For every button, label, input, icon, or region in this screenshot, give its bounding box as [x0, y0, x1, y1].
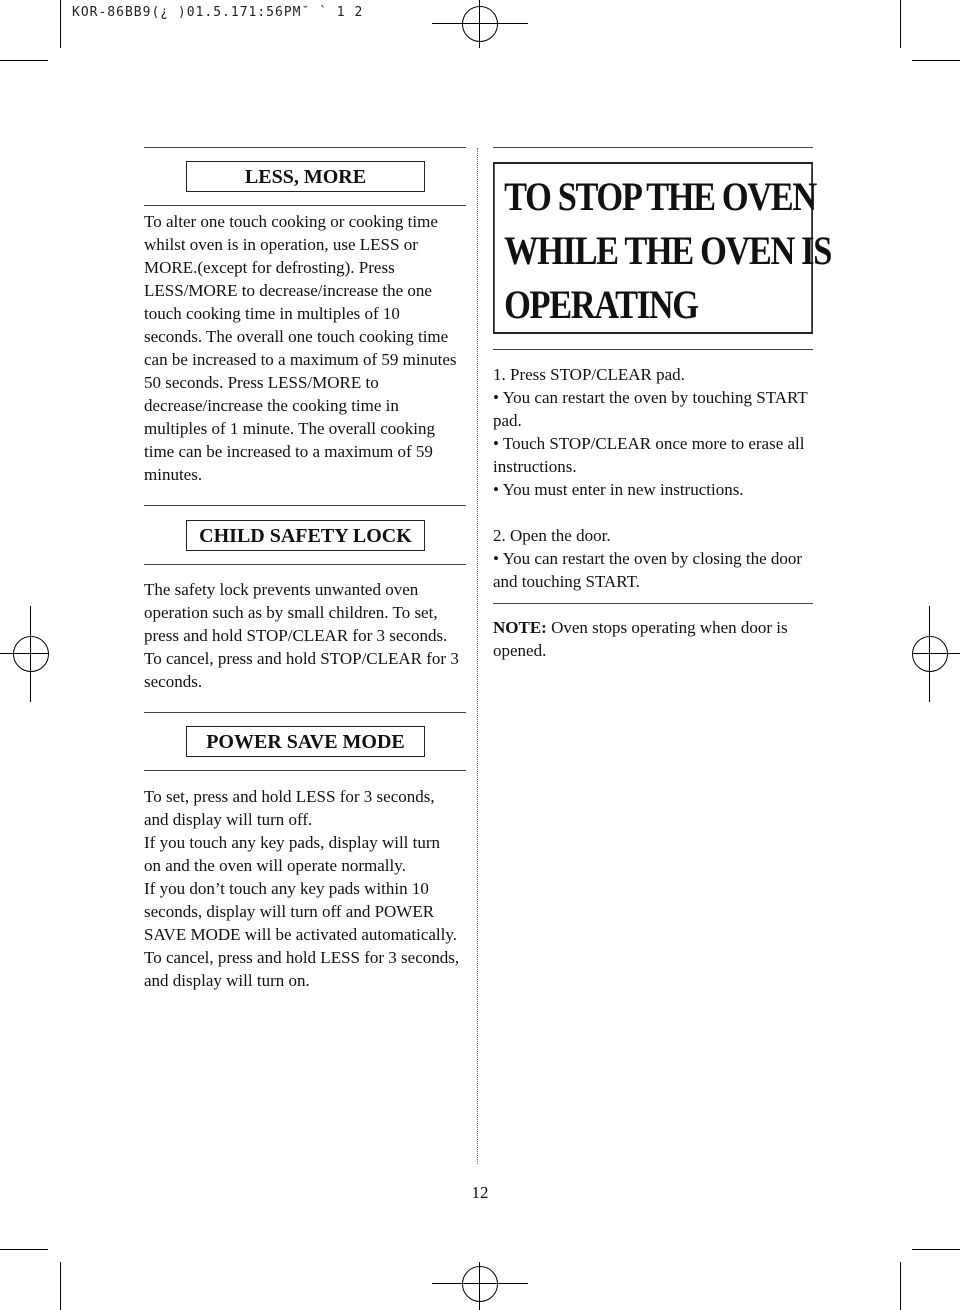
- child-safety-lock-paragraph: The safety lock prevents unwanted oven operation such as by small children. To set, press and hold STOP/CLEAR for 3 seconds. To cancel, press and hold STOP/CLEAR for 3 seconds.: [144, 580, 459, 691]
- step-1-bullet: • You must enter in new instructions.: [493, 480, 744, 499]
- less-more-heading: LESS, MORE: [186, 161, 425, 192]
- print-header-code: KOR-86BB9(¿ )01.5.171:56PM˘ ` 1 2: [72, 5, 364, 20]
- power-save-paragraph: If you don’t touch any key pads within 10 seconds, display will turn off and POWER SAVE MODE will be activated automatically.: [144, 879, 458, 944]
- less-more-text: [144, 210, 460, 486]
- step-1: 1. Press STOP/CLEAR pad.: [493, 365, 685, 384]
- rule: [493, 349, 813, 350]
- child-safety-lock-text: [144, 578, 460, 693]
- step-2-bullet: • You can restart the oven by closing the door and touching START.: [493, 549, 803, 591]
- crop-mark: [0, 60, 48, 61]
- power-save-mode-heading: POWER SAVE MODE: [186, 726, 425, 757]
- stop-oven-heading-line: TO STOP THE OVEN: [504, 174, 816, 219]
- stop-oven-heading-line: WHILE THE OVEN IS: [504, 228, 831, 273]
- crop-mark: [60, 1262, 61, 1310]
- child-safety-lock-heading: CHILD SAFETY LOCK: [186, 520, 425, 551]
- rule: [144, 505, 466, 506]
- note-paragraph: [493, 616, 809, 662]
- rule: [144, 564, 466, 565]
- crop-mark: [900, 0, 901, 48]
- page-number: 12: [471, 1183, 489, 1202]
- rule: [493, 603, 813, 604]
- power-save-paragraph: To set, press and hold LESS for 3 seconds, and display will turn off.: [144, 787, 435, 829]
- power-save-mode-text: [144, 785, 460, 992]
- stop-oven-heading: [493, 162, 831, 334]
- rule: [144, 147, 466, 148]
- note: [493, 616, 809, 662]
- rule: [493, 147, 813, 148]
- rule: [144, 205, 466, 206]
- column-divider: [477, 148, 478, 1164]
- power-save-paragraph: If you touch any key pads, display will turn on and the oven will operate normally.: [144, 833, 441, 875]
- step-1-bullet: • Touch STOP/CLEAR once more to erase all instructions.: [493, 434, 805, 476]
- crop-mark: [0, 1249, 48, 1250]
- step-1-bullet: • You can restart the oven by touching START pad.: [493, 388, 808, 430]
- note-text: Oven stops operating when door is opened.: [493, 618, 788, 660]
- crop-mark: [912, 1249, 960, 1250]
- stop-oven-steps: [493, 363, 813, 593]
- crop-mark: [912, 60, 960, 61]
- less-more-paragraph: To alter one touch cooking or cooking time whilst oven is in operation, use LESS or MORE.(except for defrosting). Press LESS/MORE to decrease/increase the one touch cooking time in multiples of 10 seconds. The overall one touch cooking time can be increased to a maximum of 59 minutes 50 seconds. Press LESS/MORE to decrease/increase the cooking time in multiples of 1 minute. The overall cooking time can be increased to a maximum of 59 minutes.: [144, 212, 457, 484]
- crop-mark: [900, 1262, 901, 1310]
- step-2: 2. Open the door.: [493, 526, 611, 545]
- rule: [144, 770, 466, 771]
- power-save-paragraph: To cancel, press and hold LESS for 3 seconds, and display will turn on.: [144, 948, 460, 990]
- rule: [144, 712, 466, 713]
- stop-oven-heading-line: OPERATING: [504, 282, 698, 327]
- crop-mark: [60, 0, 61, 48]
- note-label: NOTE:: [493, 618, 547, 637]
